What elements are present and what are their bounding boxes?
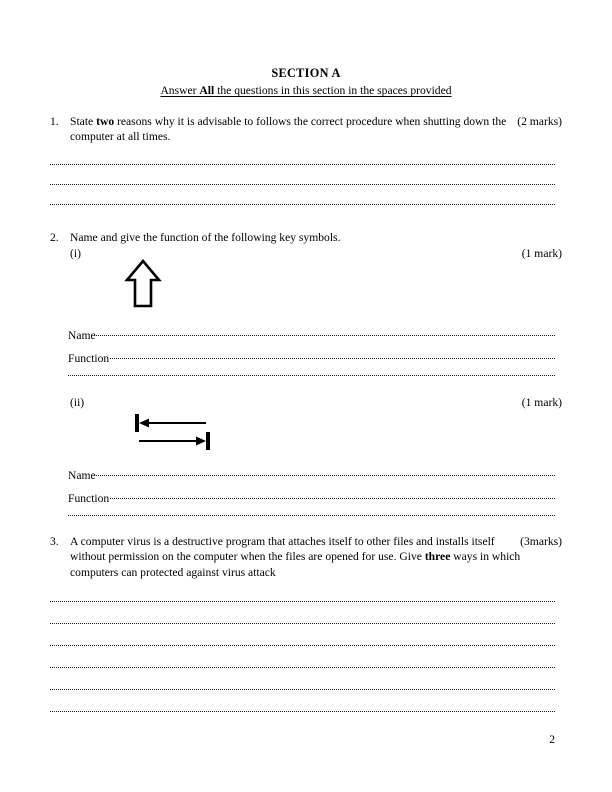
- function-answer-row[interactable]: [68, 492, 555, 505]
- answer-line[interactable]: [50, 710, 555, 712]
- name-label: Name: [68, 469, 96, 482]
- question-3-marks: (3marks): [520, 535, 562, 548]
- answer-line[interactable]: [50, 644, 555, 646]
- instruction-bold-all: All: [199, 84, 215, 97]
- question-1-text: [70, 114, 562, 145]
- answer-line[interactable]: [50, 622, 555, 624]
- question-3-text-a: A computer virus is a destructive program that attaches itself to other files and installs itself without permission on the computer when the files are opened for use. Give: [70, 535, 495, 564]
- section-instruction: [0, 84, 612, 97]
- question-2-part-i-marks: (1 mark): [521, 247, 562, 260]
- answer-line[interactable]: [68, 374, 555, 376]
- name-answer-line[interactable]: [96, 335, 555, 336]
- question-1-marks: (2 marks): [517, 115, 562, 128]
- answer-line[interactable]: [50, 203, 555, 205]
- instruction-suffix: the questions in this section in the spaces provided: [214, 84, 452, 97]
- question-2-number: 2.: [50, 231, 59, 244]
- question-3-text-b: ways in which computers can protected against virus attack: [70, 550, 521, 579]
- function-answer-line[interactable]: [110, 498, 555, 499]
- answer-line[interactable]: [50, 600, 555, 602]
- question-1-bold-two: two: [96, 115, 115, 128]
- question-2-stem: Name and give the function of the following key symbols.: [70, 231, 341, 244]
- shift-key-up-arrow-symbol: [124, 258, 164, 315]
- name-label: Name: [68, 329, 96, 342]
- question-2-part-ii-row: [50, 395, 562, 410]
- page-number: 2: [549, 733, 555, 746]
- question-3-number: 3.: [50, 535, 59, 548]
- instruction-prefix: Answer: [160, 84, 200, 97]
- function-label: Function: [68, 352, 110, 365]
- function-label: Function: [68, 492, 110, 505]
- name-answer-row[interactable]: [68, 329, 555, 342]
- question-3-bold-three: three: [424, 550, 451, 564]
- question-2-part-ii-label: (ii): [70, 396, 85, 409]
- answer-line[interactable]: [50, 183, 555, 185]
- question-2-part-ii-marks: (1 mark): [521, 396, 562, 409]
- question-2-text: [70, 230, 562, 245]
- question-2: [50, 230, 562, 245]
- name-answer-line[interactable]: [96, 475, 555, 476]
- question-1-number: 1.: [50, 115, 59, 128]
- answer-line[interactable]: [50, 688, 555, 690]
- question-3: [50, 534, 562, 580]
- answer-line[interactable]: [50, 163, 555, 165]
- tab-key-double-arrow-symbol: [132, 410, 216, 459]
- section-title: SECTION A: [271, 66, 341, 80]
- question-3-text: [70, 534, 562, 580]
- question-2-part-i-label: (i): [70, 247, 81, 260]
- question-1-text-b: reasons why it is advisable to follows the correct procedure when shutting down the computer at all times.: [70, 115, 507, 144]
- question-1: [50, 114, 562, 145]
- function-answer-row[interactable]: [68, 352, 555, 365]
- name-answer-row[interactable]: [68, 469, 555, 482]
- answer-line[interactable]: [68, 514, 555, 516]
- function-answer-line[interactable]: [110, 358, 555, 359]
- answer-line[interactable]: [50, 666, 555, 668]
- question-1-text-a: State: [70, 115, 97, 128]
